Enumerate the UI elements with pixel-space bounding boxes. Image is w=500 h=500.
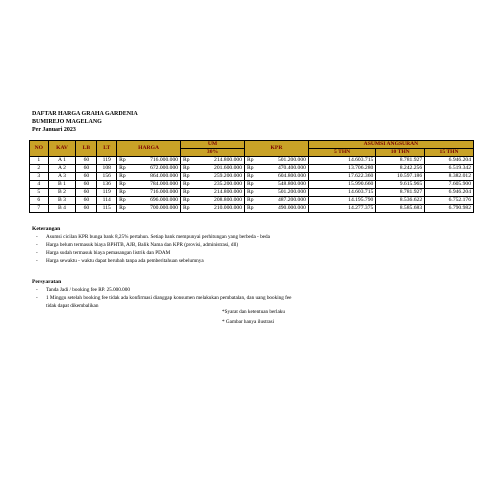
- table-row: [30, 173, 474, 181]
- row-um: 235.200.000: [193, 181, 244, 189]
- currency: Rp: [244, 205, 257, 213]
- col-lb: LB: [76, 141, 97, 157]
- row-kav: A 3: [48, 173, 76, 181]
- table-row: [30, 157, 474, 165]
- row-15thn: 6.790.982: [425, 205, 474, 213]
- row-harga: 672.000.000: [129, 165, 180, 173]
- persyaratan-item: - Tanda Jadi / booking fee RP. 25.000.000: [32, 286, 291, 294]
- row-10thn: 8.585.683: [376, 205, 425, 213]
- table-row: [30, 181, 474, 189]
- currency: Rp: [117, 197, 130, 205]
- row-harga: 696.000.000: [129, 197, 180, 205]
- row-harga: 864.000.000: [129, 173, 180, 181]
- row-lt: 156: [97, 173, 117, 181]
- row-10thn: 8.781.927: [376, 157, 425, 165]
- syarat-note: *Syarat dan ketentuan berlaku: [222, 309, 285, 315]
- keterangan-item: - Harga sudah termasuk biaya pemasangan listrik dan PDAM: [32, 249, 270, 257]
- row-kpr: 470.400.000: [257, 165, 308, 173]
- row-5thn: 17.622.360: [308, 173, 375, 181]
- currency: Rp: [181, 197, 194, 205]
- doc-date: Per Januari 2023: [32, 127, 76, 133]
- currency: Rp: [117, 165, 130, 173]
- col-15thn: 15 THN: [425, 149, 474, 157]
- col-kpr: KPR: [244, 141, 308, 157]
- row-15thn: 6.946.204: [425, 189, 474, 197]
- row-lt: 136: [97, 181, 117, 189]
- row-5thn: 14.277.375: [308, 205, 375, 213]
- row-15thn: 6.519.342: [425, 165, 474, 173]
- row-lb: 60: [76, 181, 97, 189]
- table-row: [30, 165, 474, 173]
- row-harga: 700.000.000: [129, 205, 180, 213]
- currency: Rp: [244, 181, 257, 189]
- currency: Rp: [117, 173, 130, 181]
- row-um: 201.600.000: [193, 165, 244, 173]
- currency: Rp: [181, 165, 194, 173]
- row-10thn: 9.615.965: [376, 181, 425, 189]
- row-um: 214.800.000: [193, 189, 244, 197]
- row-lb: 60: [76, 189, 97, 197]
- row-10thn: 8.242.256: [376, 165, 425, 173]
- col-5thn: 5 THN: [308, 149, 375, 157]
- row-lb: 60: [76, 173, 97, 181]
- row-kpr: 548.800.000: [257, 181, 308, 189]
- row-kav: B 1: [48, 181, 76, 189]
- row-no: 4: [30, 181, 49, 189]
- row-15thn: 6.946.204: [425, 157, 474, 165]
- col-no: NO: [30, 141, 49, 157]
- row-lt: 114: [97, 197, 117, 205]
- row-lt: 108: [97, 165, 117, 173]
- currency: Rp: [244, 157, 257, 165]
- row-kpr: 501.200.000: [257, 157, 308, 165]
- col-10thn: 10 THN: [376, 149, 425, 157]
- persyaratan-heading: Persyaratan: [32, 279, 62, 285]
- row-lt: 115: [97, 205, 117, 213]
- row-5thn: 15.990.660: [308, 181, 375, 189]
- currency: Rp: [244, 189, 257, 197]
- doc-title: DAFTAR HARGA GRAHA GARDENIA: [32, 111, 138, 117]
- table-row: [30, 205, 474, 213]
- row-um: 259.200.000: [193, 173, 244, 181]
- currency: Rp: [181, 205, 194, 213]
- row-kpr: 604.800.000: [257, 173, 308, 181]
- table-row: [30, 189, 474, 197]
- keterangan-item: - Asumsi cicilan KPR bunga bank 8,25% pertahun. Setiap bank mempunyai perhitungan yang berbeda - beda: [32, 233, 270, 241]
- row-no: 5: [30, 189, 49, 197]
- row-no: 7: [30, 205, 49, 213]
- col-um: UM: [181, 141, 245, 149]
- currency: Rp: [181, 181, 194, 189]
- row-um: 210.000.000: [193, 205, 244, 213]
- row-10thn: 10.597.186: [376, 173, 425, 181]
- row-5thn: 13.706.280: [308, 165, 375, 173]
- row-kav: B 4: [48, 205, 76, 213]
- row-um: 208.800.000: [193, 197, 244, 205]
- row-15thn: 6.752.176: [425, 197, 474, 205]
- currency: Rp: [181, 189, 194, 197]
- row-lb: 60: [76, 205, 97, 213]
- row-no: 1: [30, 157, 49, 165]
- row-5thn: 14.603.715: [308, 157, 375, 165]
- header-row: [30, 141, 474, 149]
- currency: Rp: [244, 197, 257, 205]
- currency: Rp: [117, 205, 130, 213]
- persyaratan-continuation: tidak dapat dikembalikan: [46, 303, 99, 309]
- row-no: 2: [30, 165, 49, 173]
- keterangan-item: - Harga sewaktu - waktu dapat berubah tanpa ada pemberitahuan sebelumnya: [32, 257, 270, 265]
- row-kpr: 501.200.000: [257, 189, 308, 197]
- row-15thn: 7.605.900: [425, 181, 474, 189]
- currency: Rp: [117, 157, 130, 165]
- row-kav: A 2: [48, 165, 76, 173]
- col-asumsi: ASUMSI ANGSURAN: [308, 141, 473, 149]
- row-lt: 119: [97, 157, 117, 165]
- table-body: [30, 157, 474, 213]
- currency: Rp: [181, 173, 194, 181]
- row-kpr: 490.000.000: [257, 205, 308, 213]
- currency: Rp: [117, 181, 130, 189]
- row-10thn: 8.536.622: [376, 197, 425, 205]
- currency: Rp: [244, 165, 257, 173]
- row-no: 6: [30, 197, 49, 205]
- col-kav: KAV: [48, 141, 76, 157]
- row-lb: 60: [76, 157, 97, 165]
- price-table: [29, 140, 474, 213]
- gambar-note: * Gambar hanya ilustrasi: [222, 319, 275, 325]
- table-row: [30, 197, 474, 205]
- col-um-pct: 30%: [181, 149, 245, 157]
- row-5thn: 14.603.715: [308, 189, 375, 197]
- currency: Rp: [117, 189, 130, 197]
- row-harga: 716.000.000: [129, 189, 180, 197]
- row-harga: 716.000.000: [129, 157, 180, 165]
- col-harga: HARGA: [117, 141, 181, 157]
- row-15thn: 8.382.012: [425, 173, 474, 181]
- currency: Rp: [181, 157, 194, 165]
- row-harga: 784.000.000: [129, 181, 180, 189]
- keterangan-section: [32, 225, 270, 265]
- persyaratan-item: - 1 Minggu setelah booking fee tidak ada konfirmasi dianggap konsumen melakukan pembatalan, dan uang booking fee: [32, 294, 291, 302]
- keterangan-item: - Harga belum termasuk biaya BPHTB, AJB, Balik Nama dan KPR (provisi, administrasi, dll): [32, 241, 270, 249]
- row-lb: 60: [76, 165, 97, 173]
- row-5thn: 14.195.790: [308, 197, 375, 205]
- keterangan-heading: Keterangan: [32, 226, 61, 232]
- row-lt: 119: [97, 189, 117, 197]
- currency: Rp: [244, 173, 257, 181]
- row-no: 3: [30, 173, 49, 181]
- row-kpr: 487.200.000: [257, 197, 308, 205]
- doc-location: BUMIREJO MAGELANG: [32, 119, 102, 125]
- row-kav: B 3: [48, 197, 76, 205]
- row-um: 214.800.000: [193, 157, 244, 165]
- row-kav: A 1: [48, 157, 76, 165]
- persyaratan-section: [32, 278, 291, 310]
- row-10thn: 8.781.927: [376, 189, 425, 197]
- row-lb: 60: [76, 197, 97, 205]
- col-lt: LT: [97, 141, 117, 157]
- row-kav: B 2: [48, 189, 76, 197]
